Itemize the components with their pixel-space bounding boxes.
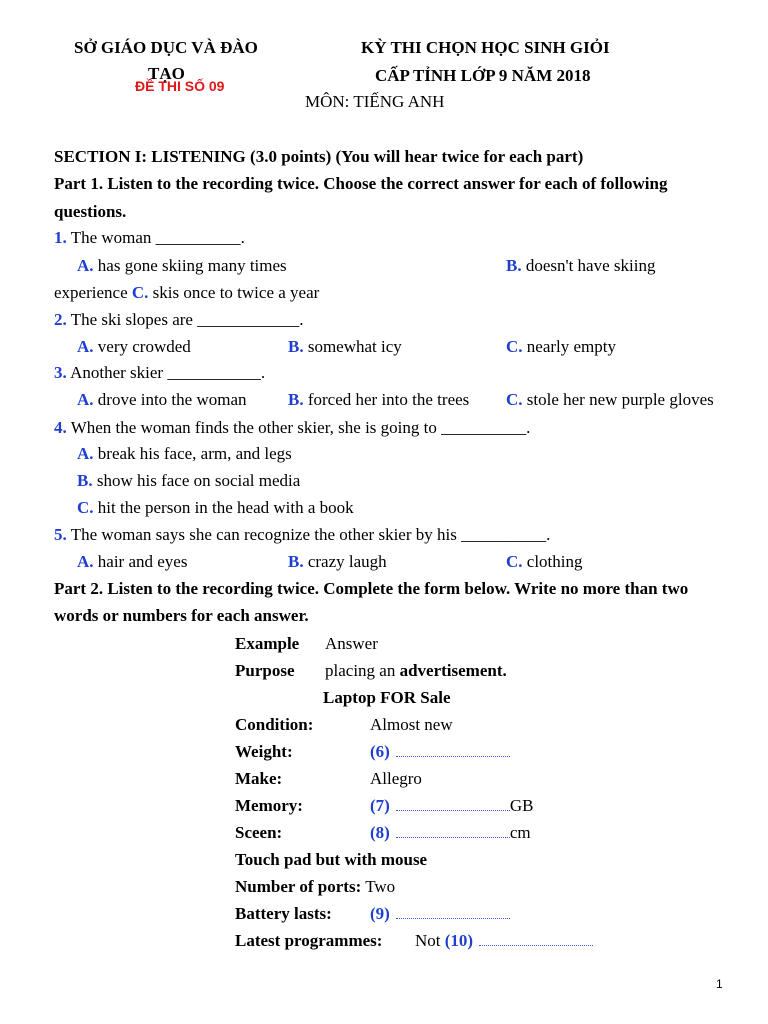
answer-blank-6[interactable]: (6) [370,742,510,762]
option-a[interactable]: A. hair and eyes [77,552,188,571]
subject: MÔN: TIẾNG ANH [305,92,445,111]
form-label: Condition: [235,715,314,734]
option-a[interactable]: A. very crowded [77,337,191,356]
option-b[interactable]: B. crazy laugh [288,552,387,571]
form-label: Weight: [235,742,293,761]
exam-number: ĐỀ THI SỐ 09 [135,78,225,94]
part1-instruction-cont: questions. [54,202,127,221]
option-c[interactable]: C. hit the person in the head with a book [77,498,354,517]
department-name: SỞ GIÁO DỤC VÀ ĐÀO [74,38,258,57]
answer-blank-8[interactable]: (8) cm [370,823,531,842]
dotted-line [396,744,510,757]
question-2: 2. The ski slopes are ____________. [54,310,304,329]
page-number: 1 [716,977,723,991]
option-b[interactable]: B. show his face on social media [77,471,301,490]
question-stem: The woman __________. [70,228,245,247]
answer-blank-7[interactable]: (7) GB [370,796,534,815]
example-label: Example [235,634,300,653]
purpose-label: Purpose [235,661,295,680]
dotted-line [396,906,510,919]
form-label: Sceen: [235,823,283,842]
question-4: 4. When the woman finds the other skier, she is going to __________. [54,418,531,437]
dotted-line [396,798,510,811]
option-a[interactable]: A. has gone skiing many times [77,256,287,275]
touchpad-note: Touch pad but with mouse [235,850,428,869]
example-value: Answer [325,634,378,653]
question-1 [54,228,245,248]
option-b[interactable]: B. doesn't have skiing [506,256,656,275]
section-title: SECTION I: LISTENING (3.0 points) (You will hear twice for each part) [54,147,584,166]
battery-label: Battery lasts: [235,904,332,923]
part2-instruction-cont: words or numbers for each answer. [54,606,309,625]
option-a[interactable]: A. break his face, arm, and legs [77,444,292,463]
form-label: Memory: [235,796,303,815]
exam-title: KỲ THI CHỌN HỌC SINH GIỎI [361,38,610,57]
dotted-line [479,933,593,946]
question-number: 1. [54,228,67,247]
form-value: Almost new [370,715,453,734]
option-b[interactable]: B. somewhat icy [288,337,402,356]
question-3: 3. Another skier ___________. [54,363,266,382]
ports-row: Number of ports: Two [235,877,396,896]
answer-blank-10[interactable]: Not (10) [415,931,593,951]
dotted-line [396,825,510,838]
part2-instruction: Part 2. Listen to the recording twice. Complete the form below. Write no more than two [54,579,689,598]
purpose-value: placing an advertisement. [325,661,507,680]
latest-label: Latest programmes: [235,931,383,950]
option-b[interactable]: B. forced her into the trees [288,390,470,409]
question-5: 5. The woman says she can recognize the other skier by his __________. [54,525,551,544]
option-c[interactable]: C. nearly empty [506,337,616,356]
answer-blank-9[interactable]: (9) [370,904,510,924]
form-value: Allegro [370,769,422,788]
exam-level: CẤP TỈNH LỚP 9 NĂM 2018 [375,66,591,85]
option-b-cont-and-c[interactable]: experience C. skis once to twice a year [54,283,320,302]
option-c[interactable]: C. stole her new purple gloves [506,390,714,409]
option-a[interactable]: A. drove into the woman [77,390,247,409]
form-label: Make: [235,769,283,788]
option-c[interactable]: C. clothing [506,552,583,571]
department-name-cont: TẠO [148,64,185,83]
part1-instruction: Part 1. Listen to the recording twice. Choose the correct answer for each of following [54,174,668,193]
form-title: Laptop FOR Sale [323,688,451,707]
